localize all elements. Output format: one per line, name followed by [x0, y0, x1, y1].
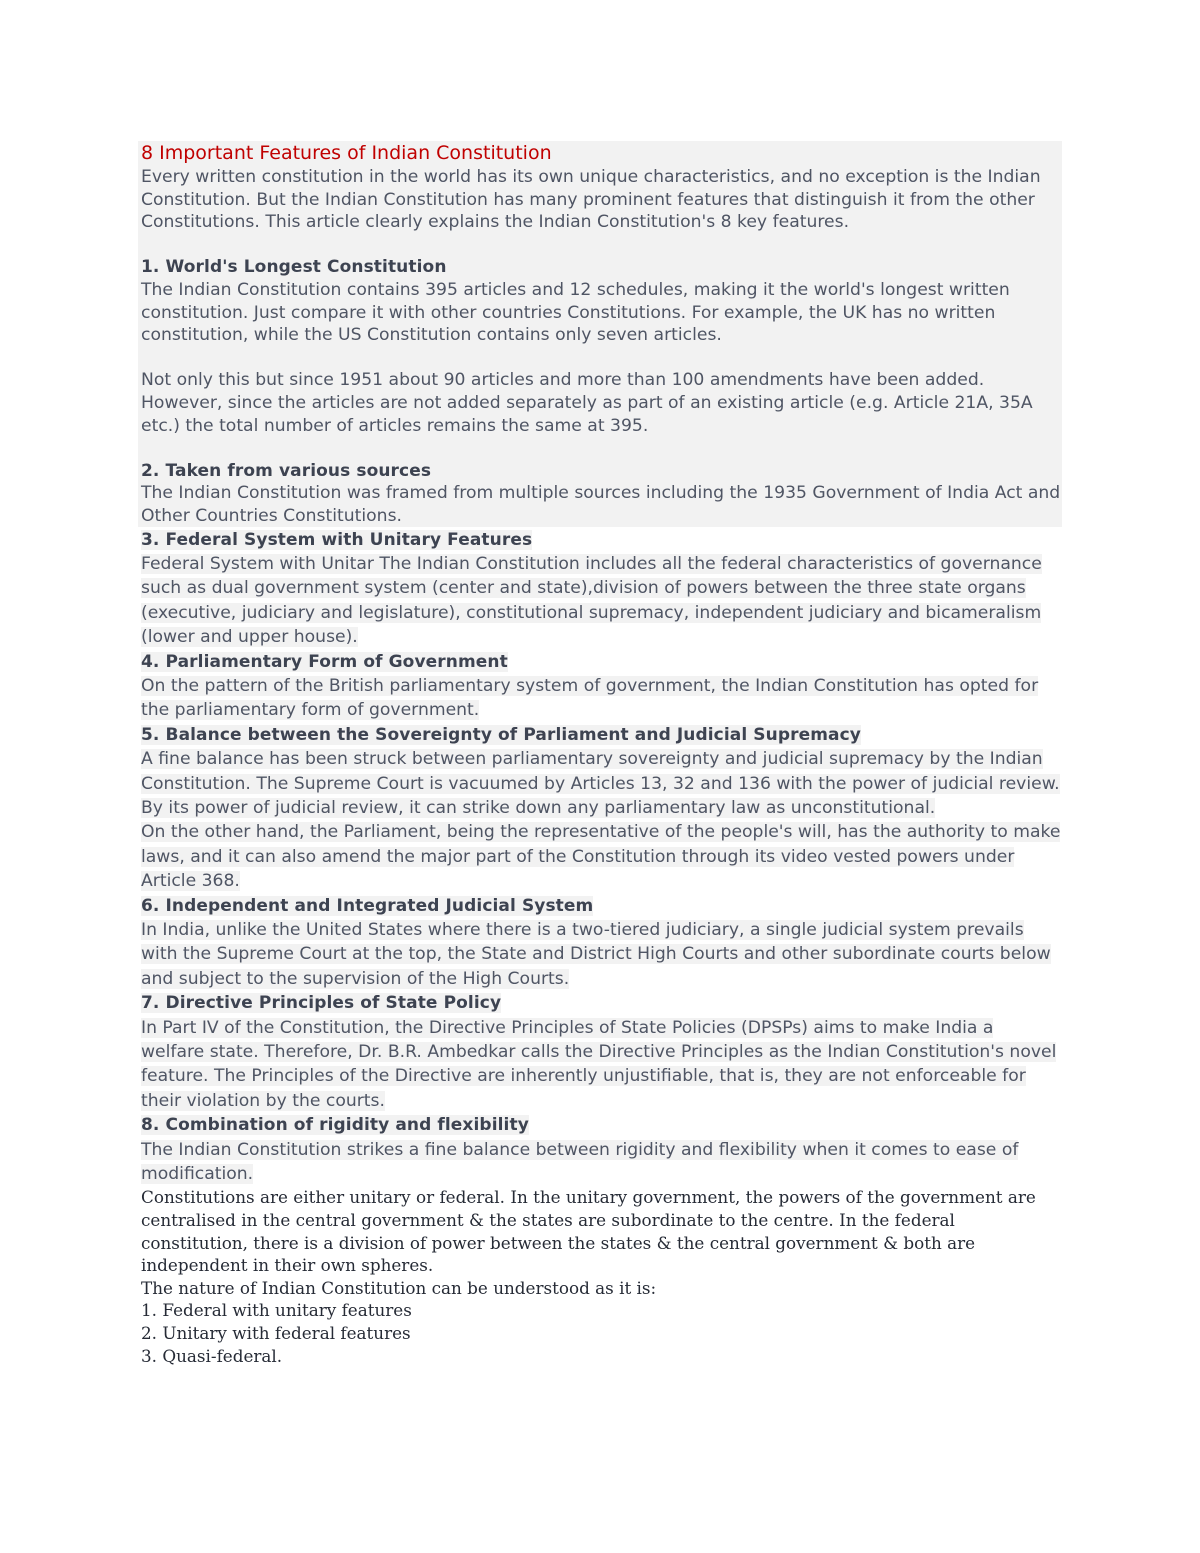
- intro-paragraph: Every written constitution in the world has its own unique characteristics, and no exception is the Indian Constitution. But the Indian Constitution has many prominent features that distinguish it from the other Constitutions. This article clearly explains the Indian Constitution's 8 key features.: [141, 167, 1041, 233]
- section-heading: 4. Parliamentary Form of Government: [141, 651, 508, 672]
- section-paragraph: A fine balance has been struck between parliamentary sovereignty and judicial supremacy by the Indian Constitution. The Supreme Court is vacuumed by Articles 13, 32 and 136 with the power of judicial review. By its power of judicial review, it can strike down any parliamentary law as unconstitutional.: [141, 749, 1060, 818]
- section-paragraph: On the pattern of the British parliamentary system of government, the Indian Constitution has opted for the parliamentary form of government.: [141, 675, 1039, 721]
- section-7: [141, 991, 1061, 1113]
- section-heading: 7. Directive Principles of State Policy: [141, 993, 502, 1014]
- section-paragraph: In India, unlike the United States where there is a two-tiered judiciary, a single judicial system prevails with the Supreme Court at the top, the State and District High Courts and other subordinate courts below and subject to the supervision of the High Courts.: [141, 920, 1051, 989]
- section-paragraph: On the other hand, the Parliament, being the representative of the people's will, has the authority to make laws, and it can also amend the major part of the Constitution through its video vested powers under Article 368.: [141, 822, 1061, 892]
- section-paragraph: Federal System with Unitar The Indian Constitution includes all the federal characteristics of governance such as dual government system (center and state),division of powers between the three state organs (executive, judiciary and legislature), constitutional supremacy, independent judiciary and bicameralism (lower and upper house).: [141, 553, 1042, 648]
- section-heading: 5. Balance between the Sovereignty of Parliament and Judicial Supremacy: [141, 724, 861, 745]
- section-paragraph: In Part IV of the Constitution, the Directive Principles of State Policies (DPSPs) aims to make India a welfare state. Therefore, Dr. B.R. Ambedkar calls the Directive Principles as the Indian Constitution's novel feature. The Principles of the Directive are inherently unjustifiable, that is, they are not enforceable for their violation by the courts.: [141, 1017, 1057, 1111]
- section-paragraph: The Indian Constitution was framed from multiple sources including the 1935 Government of India Act and Other Countries Constitutions.: [141, 483, 1061, 526]
- section-paragraph: Not only this but since 1951 about 90 articles and more than 100 amendments have been added. However, since the articles are not added separately as part of an existing article (e.g. Article 21A, 35A etc.) the total number of articles remains the same at 395.: [141, 370, 1033, 436]
- section-heading: 3. Federal System with Unitary Features: [141, 529, 533, 550]
- nature-list: [141, 1299, 1061, 1367]
- section-paragraph: The Indian Constitution contains 395 articles and 12 schedules, making it the world's longest written constitution. Just compare it with other countries Constitutions. For example, the UK has no written constitution, while the US Constitution contains only seven articles.: [141, 279, 1010, 346]
- section-8: [141, 1113, 1061, 1186]
- section-paragraph: The Indian Constitution strikes a fine balance between rigidity and flexibility when it comes to ease of modification.: [141, 1139, 1019, 1185]
- section-4: [141, 650, 1061, 723]
- section-5: [141, 723, 1061, 894]
- document-body: [141, 141, 1061, 1367]
- section-heading: 6. Independent and Integrated Judicial System: [141, 895, 594, 916]
- list-item: 2. Unitary with federal features: [141, 1323, 411, 1344]
- section-heading: 1. World's Longest Constitution: [141, 257, 447, 278]
- section-3: [141, 528, 1061, 650]
- closing-paragraph: Constitutions are either unitary or federal. In the unitary government, the powers of the government are centralised in the central government & the states are subordinate to the centre. In the federal constitution, there is a division of power between the states & the central government & both are independent in their own spheres.: [141, 1187, 1036, 1276]
- section-heading: 8. Combination of rigidity and flexibility: [141, 1115, 529, 1136]
- section-6: [141, 894, 1061, 992]
- closing-lead: The nature of Indian Constitution can be understood as it is:: [141, 1277, 657, 1298]
- list-item: 1. Federal with unitary features: [141, 1300, 412, 1321]
- document-title: 8 Important Features of Indian Constitution: [141, 142, 552, 164]
- section-heading: 2. Taken from various sources: [141, 460, 432, 481]
- list-item: 3. Quasi-federal.: [141, 1345, 283, 1366]
